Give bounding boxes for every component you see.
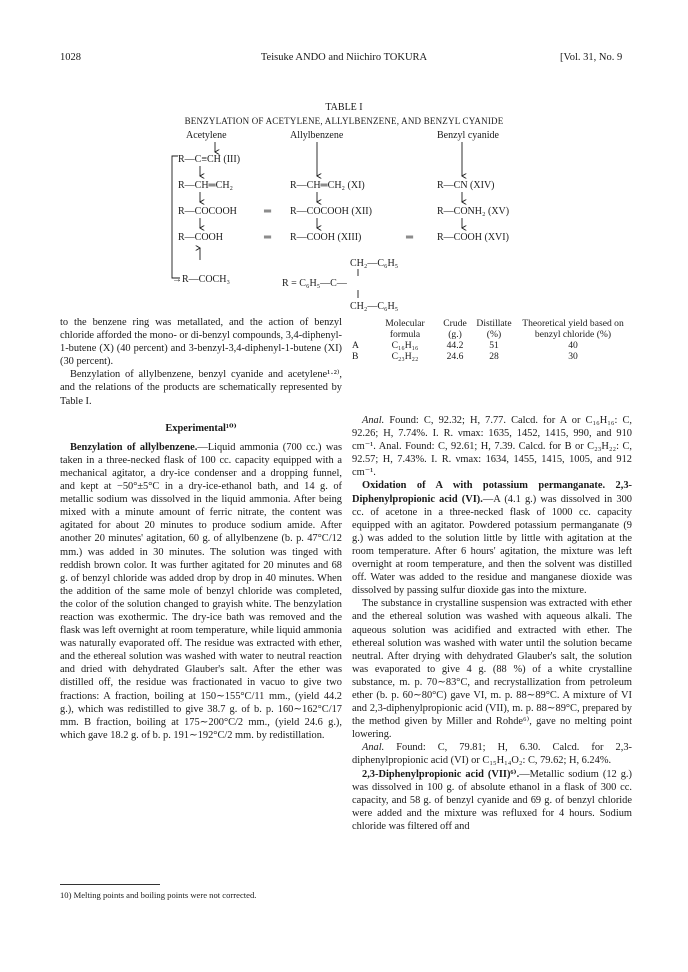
scheme-right-1: R—CN (XIV) — [437, 180, 495, 191]
running-head-authors: Teisuke ANDO and Niichiro TOKURA — [260, 52, 428, 63]
right-para-5-body: —Metallic sodium (12 g.) was dissolved in 100 g. of absolute ethanol in a flask of 300 cc. capacity, and 58 g. of benzyl cyanide and 69 g. of benzyl chloride were added and the mixture was refluxed for 4 hours. Sodium chloride was filtered off and — [352, 768, 632, 832]
scheme-left-2: R—CH═CH₂ — [178, 180, 234, 191]
scheme-right-2: R—CONH₂ (XV) — [437, 206, 510, 217]
reaction-scheme — [0, 126, 688, 316]
result-table — [352, 318, 632, 362]
r-def-top: CH₂—C₆H₅ — [350, 258, 399, 269]
cell-crude: 24.6 — [446, 351, 464, 362]
page-number: 1028 — [60, 52, 81, 63]
r-def-bottom: CH₂—C₆H₅ — [350, 301, 399, 312]
result-table-header — [352, 318, 632, 340]
footnote: 10) Melting points and boiling points were not corrected. — [60, 890, 257, 900]
equiv-mid-right: ═ — [406, 232, 414, 243]
left-para-3-body: —Liquid ammonia (700 cc.) was taken in a three-necked flask of 100 cc. capacity equipped with a mechanical agitator, a dry-ice condenser and a dropping funnel, and kept at −50°±5°C in a dry-ice-ethanol bath, and 14 g. of metallic sodium was dissolved in the liquid ammonia. After being mixed with a minute amount of ferric nitrate, the content was agitated for about 20 minutes to produce sodium amide. After another 20 minutes' agitation, 60 g. of allylbenzene (b. p. 47°C/12 mm.) was added in 30 minutes. The solution was tinged with reddish brown color. It was further agitated for 20 minutes and 68 g. of benzyl chloride was added drop by drop in 40 minutes. When the addition of the same mole of benzyl chloride was completed, the color of the solution changed to grayish white. The benzylation reaction was exothermic. The dry-ice bath was removed and the flask was left overnight at room temperature, while liquid ammonia was naturally evaporated off. The residue was extracted with ether, and the ethereal solution was washed with water to neutral reaction and dried with dehydrated Glauber's salt. After the ether was distilled off, the residue was fractionated in vacuo to give two fractions: A fraction, boiling at 150∼155°C/11 mm., (yield 44.2 g.), which was redistilled to give 38.7 g. of b. p. 160∼162°C/17 mm. B fraction, boiling at 175∼200°C/2 mm., (yield 24.6 g.), which gave 18.2 g. of b. p. 191∼192°C/2 mm. by redistillation. — [60, 441, 342, 741]
footnote-rule — [60, 884, 160, 885]
right-para-1 — [352, 414, 632, 479]
cell-distillate: 51 — [489, 340, 499, 351]
th-theoretical: Theoretical yield based on benzyl chloride (%) — [522, 318, 624, 340]
scheme-mid-3: R—COOH (XIII) — [290, 232, 362, 243]
scheme-mid-2: R—COCOOH (XII) — [290, 206, 372, 217]
cell-crude: 44.2 — [446, 340, 464, 351]
right-para-1-body: Found: C, 92.32; H, 7.77. Calcd. for A or C₁₆H₁₆: C, 92.26; H, 7.74%. I. R. νmax: 1635, 1452, 1415, 990, and 910 cm⁻¹. Anal. Found: C, 92.61; H, 7.39. Calcd. for B or C₂₃H₂₂: C, 92.57; H, 7.43%. I. R. νmax: 1634, 1455, 1415, 1005, and 912 cm⁻¹. — [352, 415, 632, 479]
right-para-4 — [352, 741, 632, 767]
scheme-left-3: R—COCOOH — [178, 206, 237, 217]
right-para-2-body: —A (4.1 g.) was dissolved in 300 cc. of acetone in a three-necked flask of 1000 cc. capacity equipped with an agitator. Powdered potassium permanganate (9 g.) was added to the solution little by little with agitation at the room temperature. After 6 hours' agitation, the mixture was left overnight at room temperature, and then the solvent was distilled off. Water was added to the residue and manganese dioxide was dissolved by passing sulfur dioxide gas into the mixture. — [352, 493, 632, 597]
equiv-left-mid-2: ═ — [264, 232, 272, 243]
scheme-mid-1: R—CH═CH₂ (XI) — [290, 180, 365, 191]
table-caption: BENZYLATION OF ACETYLENE, ALLYLBENZENE, AND BENZYL CYANIDE — [184, 116, 504, 126]
r-def-lhs: R = C₆H₅—C— — [282, 278, 347, 289]
th-label — [352, 318, 374, 340]
left-column — [60, 316, 342, 742]
right-para-2 — [352, 479, 632, 597]
scheme-head-acetylene: Acetylene — [186, 130, 227, 141]
table-title: TABLE I — [325, 102, 363, 113]
scheme-head-allylbenzene: Allylbenzene — [290, 130, 344, 141]
th-distillate: Distillate (%) — [476, 318, 512, 340]
cell-label: B — [352, 351, 359, 362]
cell-formula: C₁₆H₁₆ — [391, 340, 419, 351]
table-row — [352, 351, 632, 362]
equiv-left-mid-1: ═ — [264, 206, 272, 217]
left-para-2: Benzylation of allylbenzene, benzyl cyanide and acetylene¹·²⁾, and the relations of the products are schematically represented by Table I. — [60, 369, 342, 407]
scheme-left-4: R—COOH — [178, 232, 224, 243]
section-heading-experimental: Experimental¹⁰⁾ — [165, 422, 237, 434]
right-column — [352, 414, 632, 833]
right-para-4-head: Anal. — [362, 742, 385, 754]
bracket-left — [172, 156, 180, 278]
cell-theoretical: 40 — [568, 340, 578, 351]
cell-formula: C₂₃H₂₂ — [391, 351, 419, 362]
scheme-left-1: R—C≡CH (III) — [178, 154, 241, 165]
scheme-left-5: →R—COCH₃ — [172, 274, 230, 285]
left-para-3 — [60, 441, 342, 742]
right-para-4-body: Found: C, 79.81; H, 6.30. Calcd. for 2,3-diphenylpropionic acid (VI) or C₁₅H₁₄O₂: C, 79.62; H, 6.24%. — [352, 742, 632, 767]
left-para-3-head: Benzylation of allylbenzene. — [70, 441, 198, 453]
right-para-5 — [352, 768, 632, 833]
right-para-5-head: 2,3-Diphenylpropionic acid (VII)⁶⁾. — [362, 768, 520, 780]
cell-label: A — [352, 340, 359, 351]
right-para-2-head: Oxidation of A with potassium permanganate. 2,3-Diphenylpropionic acid (VI). — [352, 480, 632, 505]
table-row — [352, 340, 632, 351]
th-formula: Molecular formula — [385, 318, 425, 340]
scheme-right-3: R—COOH (XVI) — [437, 232, 509, 243]
th-crude: Crude (g.) — [443, 318, 467, 340]
cell-distillate: 28 — [489, 351, 499, 362]
right-para-3: The substance in crystalline suspension was extracted with ether and the ethereal solution was washed with aqueous alkali. The aqueous solution was acidified and extracted with ether. The ethereal solution was washed with water until the solution became neutral. After drying with dehydrated Glauber's salt, the solution was evaporated to give 4 g. (88 %) of a white crystalline substance, m. p. 70∼83°C, and recrystallization from petroleum ether (b. p. 60∼80°C) gave VI, m. p. 88∼89°C. A mixture of VI and 2,3-diphenylpropionic acid (VII), m. p. 88∼89°C, prepared by the method given by Miller and Rohde⁶⁾, gave no melting point lowering. — [352, 598, 632, 741]
right-para-1-head: Anal. — [362, 415, 385, 426]
left-para-1: to the benzene ring was metallated, and the action of benzyl chloride afforded the mono- or di-benzyl compounds, 3,4-diphenyl-1-butene (X) (40 percent) and 3-benzyl-3,4-diphenyl-1-butene (XI) (30 percent). — [60, 317, 342, 368]
volume-label: [Vol. 31, No. 9 — [560, 52, 623, 63]
scheme-head-benzyl-cyanide: Benzyl cyanide — [437, 130, 499, 141]
cell-theoretical: 30 — [568, 351, 578, 362]
